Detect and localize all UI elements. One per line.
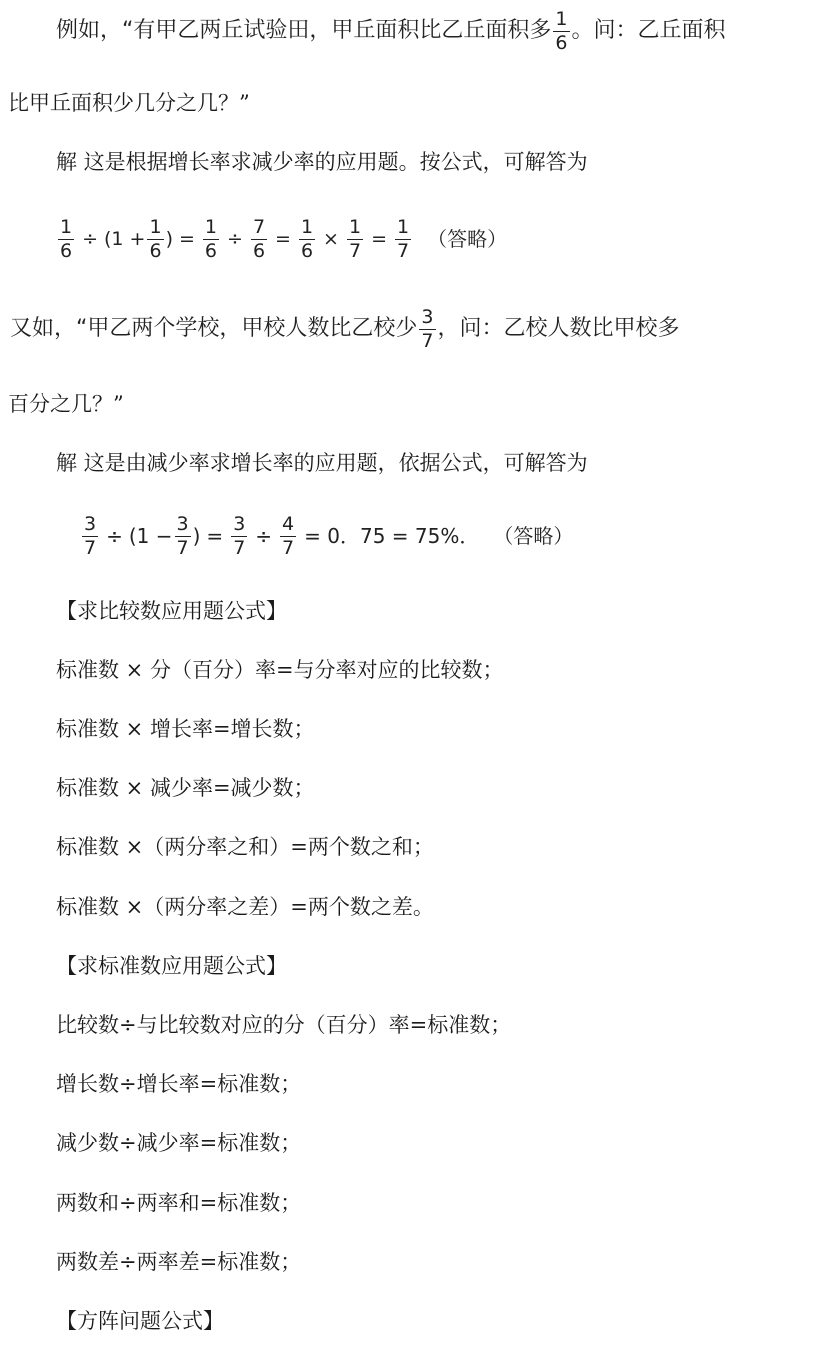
section-2-heading: 【求标准数应用题公式】 [56, 954, 287, 978]
operator: ÷ [255, 524, 273, 548]
example-1-line [56, 7, 726, 54]
example-2-line [10, 307, 680, 351]
example-1-text-b: 。问：乙丘面积 [571, 18, 726, 43]
example-1-fraction: $\frac{1}{6}$ [555, 7, 568, 54]
fraction: $\frac{1}{7}$ [396, 215, 410, 262]
paren-close: ) [165, 227, 173, 250]
example-2-text-b: ，问：乙校人数比甲校多 [437, 316, 680, 341]
fraction: $\frac{1}{6}$ [300, 215, 314, 262]
section-1-line-4: 标准数 ×（两分率之和）=两个数之和； [56, 835, 434, 859]
paren-open: (1 + [104, 227, 146, 250]
fraction: $\frac{3}{7}$ [176, 512, 189, 559]
fraction: $\frac{7}{6}$ [252, 215, 266, 262]
section-1-line-3: 标准数 × 减少率=减少数； [56, 776, 315, 800]
fraction: $\frac{3}{7}$ [84, 512, 97, 559]
fraction: $\frac{1}{7}$ [348, 215, 362, 262]
example-2-text-a: 又如，“甲乙两个学校，甲校人数比乙校少 [10, 316, 418, 341]
solution-2-equation [80, 510, 573, 562]
fraction: $\frac{1}{6}$ [60, 215, 73, 262]
equals: = [371, 227, 387, 250]
section-1-line-1: 标准数 × 分（百分）率=与分率对应的比较数； [56, 658, 504, 682]
example-1-text-a: 例如，“有甲乙两丘试验田，甲丘面积比乙丘面积多 [56, 18, 552, 43]
solution-1-intro: 解 这是根据增长率求减少率的应用题。按公式，可解答为 [56, 150, 588, 174]
section-2-line-4: 两数和÷两率和=标准数； [56, 1191, 302, 1215]
example-2-fraction: $\frac{3}{7}$ [421, 305, 434, 352]
example-2-continuation: 百分之几？” [8, 392, 124, 416]
paren-open: (1 − [128, 524, 173, 548]
answer-note: （答略） [427, 227, 508, 251]
section-3-heading: 【方阵问题公式】 [56, 1309, 224, 1333]
equals: = [206, 524, 224, 548]
equals: = [275, 227, 291, 250]
fraction: $\frac{4}{7}$ [282, 512, 295, 559]
section-1-line-5: 标准数 ×（两分率之差）=两个数之差。 [56, 895, 434, 919]
paren-close: ) [192, 524, 201, 548]
fraction: $\frac{1}{6}$ [204, 215, 218, 262]
fraction: $\frac{1}{6}$ [149, 215, 162, 262]
section-1-line-2: 标准数 × 增长率=增长数； [56, 717, 315, 741]
section-2-line-3: 减少数÷减少率=标准数； [56, 1131, 302, 1155]
operator: ÷ [82, 227, 99, 250]
solution-2-intro: 解 这是由减少率求增长率的应用题，依据公式，可解答为 [56, 451, 588, 475]
answer-note: （答略） [493, 524, 574, 548]
example-1-continuation: 比甲丘面积少几分之几？” [8, 91, 250, 115]
section-1-heading: 【求比较数应用题公式】 [56, 599, 287, 623]
operator: ÷ [227, 227, 243, 250]
result-value: = 0．75 = 75%． [304, 524, 480, 548]
fraction: $\frac{3}{7}$ [233, 512, 246, 559]
section-2-line-5: 两数差÷两率差=标准数； [56, 1250, 302, 1274]
section-2-line-2: 增长数÷增长率=标准数； [56, 1072, 302, 1096]
operator: ÷ [106, 524, 123, 548]
solution-1-equation [56, 214, 507, 264]
operator: × [323, 227, 339, 250]
section-2-line-1: 比较数÷与比较数对应的分（百分）率=标准数； [56, 1013, 512, 1037]
equals: = [179, 227, 195, 250]
